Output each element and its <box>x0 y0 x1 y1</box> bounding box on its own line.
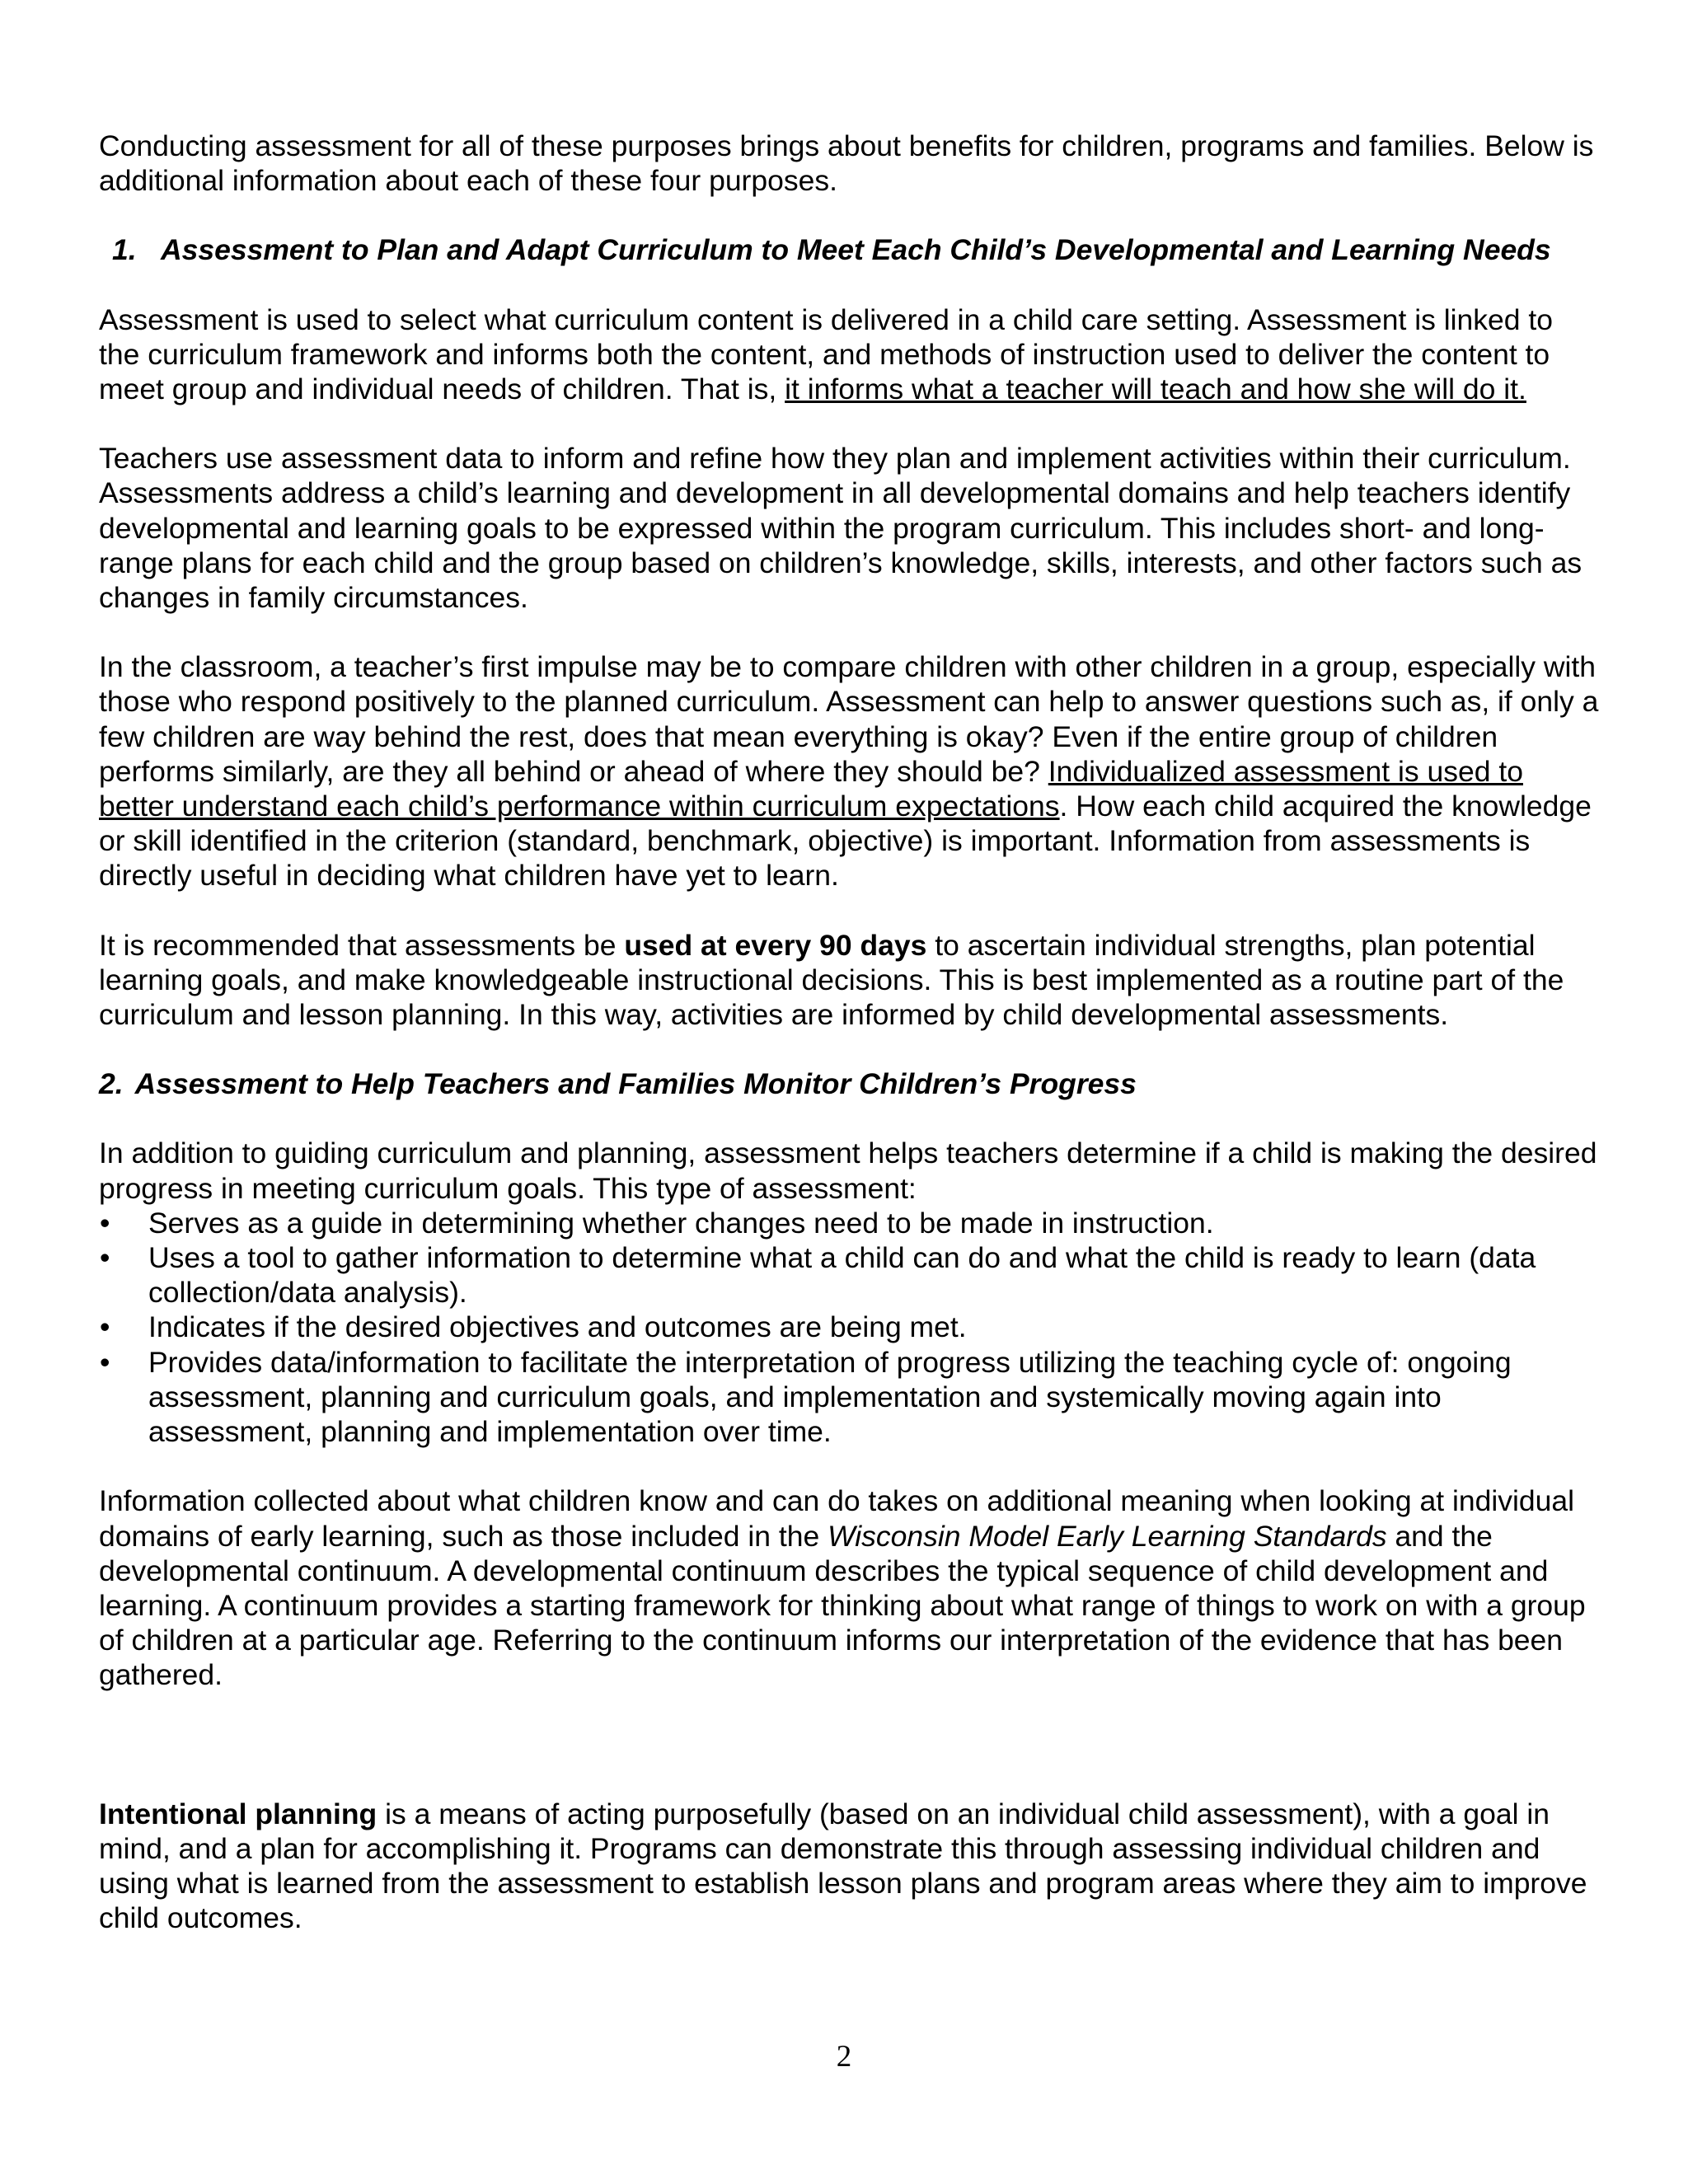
section-2-p1-text: In addition to guiding curriculum and planning, assessment helps teachers determine if a child is making the desired progress in meeting curriculum goals. This type of assessment: <box>99 1137 1597 1205</box>
section-2-bullet-list <box>99 1206 1599 1449</box>
section-1-p1-text: Assessment is used to select what curriculum content is delivered in a child care setting. Assessment is linked to the curriculum framework and informs both the content, and methods of instruction used to deliver the content to meet group and individual needs of children. That is, <box>99 302 1553 406</box>
section-1-paragraph-2 <box>99 441 1599 615</box>
bullet-icon: • <box>100 1206 110 1240</box>
list-item-text: Serves as a guide in determining whether changes need to be made in instruction. <box>148 1206 1214 1240</box>
section-1-paragraph-4 <box>99 928 1599 1033</box>
list-item <box>99 1206 1599 1240</box>
section-1-p3-rest: . How each child acquired the knowledge or skill identified in the criterion (standard, benchmark, objective) is important. Information from assessments is directly useful in deciding what children have yet to learn. <box>99 790 1592 893</box>
bullet-icon: • <box>100 1345 110 1379</box>
page-number: 2 <box>836 2040 852 2074</box>
section-2-heading <box>99 1066 1599 1101</box>
document-page <box>99 129 1599 1970</box>
section-1-p4-bold: used at every 90 days <box>624 928 927 962</box>
bullet-icon: • <box>100 1241 110 1275</box>
intro-text: Conducting assessment for all of these purposes brings about benefits for children, programs and families. Below is additional information about each of these four purposes. <box>99 129 1594 198</box>
list-item <box>99 1310 1599 1344</box>
section-2-p3-bold: Intentional planning <box>99 1797 377 1830</box>
list-item-text: Indicates if the desired objectives and outcomes are being met. <box>148 1310 967 1344</box>
section-2-title: Assessment to Help Teachers and Families Monitor Children’s Progress <box>134 1067 1137 1101</box>
list-item-text: Provides data/information to facilitate the interpretation of progress utilizing the teaching cycle of: ongoing assessment, planning and curriculum goals, and implementation and systemically moving again into assessment, planning and implementation over time. <box>148 1345 1512 1449</box>
section-1-p2-text: Teachers use assessment data to inform and refine how they plan and implement activities within their curriculum. Assessments address a child’s learning and development in all developmental domains and help teachers identify developmental and learning goals to be expressed within the program curriculum. This includes short- and long-range plans for each child and the group based on children’s knowledge, skills, interests, and other factors such as changes in family circumstances. <box>99 442 1582 615</box>
list-item-text: Uses a tool to gather information to determine what a child can do and what the child is ready to learn (data collection/data analysis). <box>148 1241 1536 1310</box>
section-1-title: Assessment to Plan and Adapt Curriculum to Meet Each Child’s Developmental and Learning Needs <box>161 233 1551 267</box>
section-2-p2-rest: and the developmental continuum. A developmental continuum describes the typical sequence of child development and learning. A continuum provides a starting framework for thinking about what range of things to work on with a group of children at a particular age. Referring to the continuum informs our interpretation of the evidence that has been gathered. <box>99 1519 1586 1692</box>
bullet-icon: • <box>100 1310 110 1344</box>
section-1-heading <box>99 232 1599 267</box>
section-1-p4-rest: to ascertain individual strengths, plan potential learning goals, and make knowledgeable instructional decisions. This is best implemented as a routine part of the curriculum and lesson planning. In this way, activities are informed by child developmental assessments. <box>99 928 1564 1032</box>
section-1-paragraph-3 <box>99 649 1599 893</box>
section-1-p3-text: In the classroom, a teacher’s first impulse may be to compare children with other children in a group, especially with those who respond positively to the planned curriculum. Assessment can help to answer questions such as, if only a few children are way behind the rest, does that mean everything is okay? Even if the entire group of children performs similarly, are they all behind or ahead of where they should be? <box>99 650 1599 788</box>
intro-paragraph <box>99 129 1599 198</box>
section-1-p1-underlined: it informs what a teacher will teach and how she will do it. <box>785 373 1526 406</box>
list-item <box>99 1240 1599 1310</box>
section-2-p2-start: Information collected about what children know and can do takes on additional meaning when looking at individual domains of early learning, such as those included in the <box>99 1484 1574 1553</box>
section-2-p3-rest: is a means of acting purposefully (based on an individual child assessment), with a goal in mind, and a plan for accomplishing it. Programs can demonstrate this through assessing individual children and using what is learned from the assessment to establish lesson plans and program areas where they aim to improve child outcomes. <box>99 1797 1587 1935</box>
section-2-paragraph-1 <box>99 1136 1599 1205</box>
blank-space <box>99 1727 1599 1797</box>
section-2-paragraph-3 <box>99 1797 1599 1936</box>
section-2-p2-italic: Wisconsin Model Early Learning Standards <box>828 1519 1387 1553</box>
section-1-p4-start: It is recommended that assessments be <box>99 928 625 962</box>
section-2-paragraph-2 <box>99 1483 1599 1692</box>
section-1-paragraph-1 <box>99 302 1599 407</box>
section-1-number: 1. <box>112 233 137 267</box>
section-1-p3-underlined: Individualized assessment is used to better understand each child’s performance within curriculum expectations <box>99 754 1523 823</box>
section-2-number: 2. <box>99 1067 124 1101</box>
list-item <box>99 1345 1599 1450</box>
